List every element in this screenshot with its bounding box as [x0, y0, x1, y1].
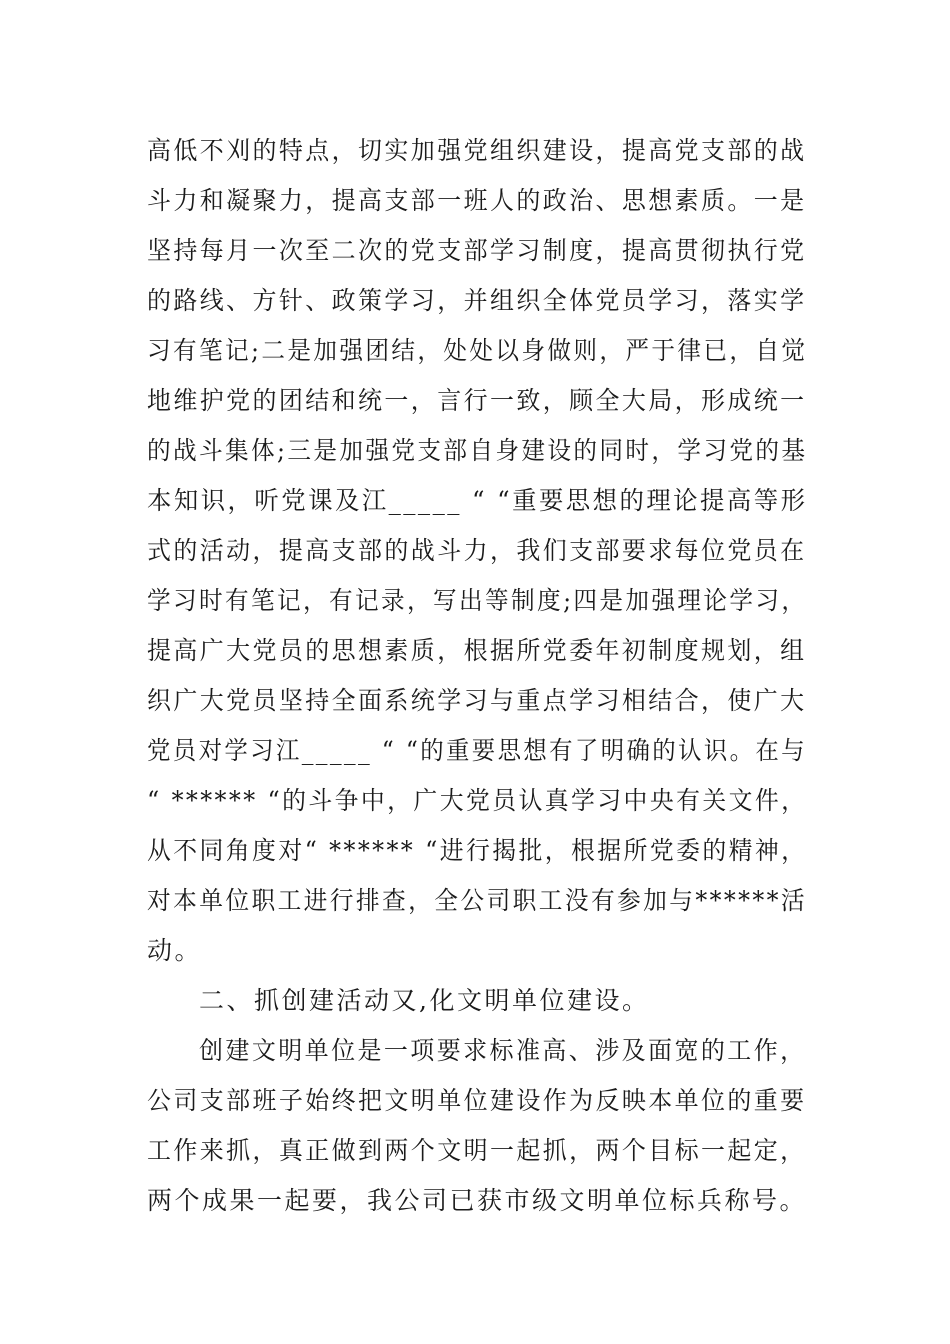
text-line: 地维护党的团结和统一，言行一致，顾全大局，形成统一: [147, 386, 807, 415]
text-line: 学习时有笔记，有记录，写出等制度;四是加强理论学习，: [147, 586, 808, 615]
text-line: 高低不刈的特点，切实加强党组织建设，提高党支部的战: [147, 136, 807, 165]
text-line: “ ****** “的斗争中，广大党员认真学习中央有关文件，: [147, 786, 808, 815]
text-line: 的路线、方针、政策学习，并组织全体党员学习，落实学: [147, 286, 807, 315]
text-line: 的战斗集体;三是加强党支部自身建设的同时，学习党的基: [147, 436, 808, 465]
text-line: 从不同角度对“ ****** “进行揭批，根据所党委的精神，: [147, 836, 808, 865]
text-line: 本知识，听党课及江_____ “ “重要思想的理论提高等形: [147, 486, 808, 515]
text-line: 提高广大党员的思想素质，根据所党委年初制度规划，组: [147, 636, 807, 665]
text-line: 式的活动，提高支部的战斗力，我们支部要求每位党员在: [147, 536, 807, 565]
text-line: 坚持每月一次至二次的党支部学习制度，提高贯彻执行党: [147, 236, 807, 265]
text-line: 动。: [147, 936, 203, 965]
text-line: 习有笔记;二是加强团结，处处以身做则，严于律已，自觉: [147, 336, 808, 365]
text-line: 对本单位职工进行排查，全公司职工没有参加与******活: [147, 886, 807, 915]
text-line: 创建文明单位是一项要求标准高、涉及面宽的工作，: [199, 1036, 807, 1065]
text-line: 斗力和凝聚力，提高支部一班人的政治、思想素质。一是: [147, 186, 807, 215]
text-line: 公司支部班子始终把文明单位建设作为反映本单位的重要: [147, 1086, 807, 1115]
section-heading: 二、抓创建活动又,化文明单位建设。: [199, 986, 650, 1015]
text-line: 工作来抓，真正做到两个文明一起抓，两个目标一起定，: [147, 1136, 807, 1165]
text-line: 党员对学习江_____ “ “的重要思想有了明确的认识。在与: [147, 736, 807, 765]
text-line: 两个成果一起要，我公司已获市级文明单位标兵称号。: [147, 1186, 808, 1215]
text-line: 织广大党员坚持全面系统学习与重点学习相结合，使广大: [147, 686, 807, 715]
